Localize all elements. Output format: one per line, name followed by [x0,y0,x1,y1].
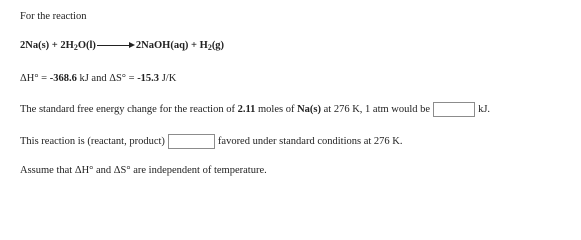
assumption-note: Assume that ΔH° and ΔS° are independent of temperature. [20,165,267,176]
temperature-value: 276 [333,103,350,115]
reactant-na: 2Na(s) [20,40,50,51]
moles-value: 2.11 [237,103,256,115]
delta-h-value: -368.6 [49,73,77,84]
question-favored: This reaction is (reactant, product) favored under standard conditions at 276 K. [20,134,403,149]
reaction-equation: $2Na(s) + 2H_2O(l)$ 2NaOH(aq) + $H_2(g)$ [20,40,225,52]
question-free-energy: The standard free energy change for the reaction of 2.11 moles of Na(s) at 276 K, 1 atm would be kJ. [20,102,490,117]
temperature-value-2: 276 [373,135,390,147]
favored-input[interactable] [168,134,215,149]
reactant-water: $2H_2O(l)$ [60,40,96,52]
reaction-arrow-icon [97,41,135,51]
product-hydrogen: $H_2(g)$ [199,40,225,52]
unit-label: kJ. [478,103,491,115]
species-value: Na(s) [297,103,321,115]
free-energy-input[interactable] [433,102,475,117]
thermo-values: ΔH° = -368.6 kJ and ΔS° = -15.3 J/K [20,73,177,84]
delta-s-value: -15.3 [137,73,160,84]
product-naoh: 2NaOH(aq) [135,40,189,51]
intro-text: For the reaction [20,11,87,22]
